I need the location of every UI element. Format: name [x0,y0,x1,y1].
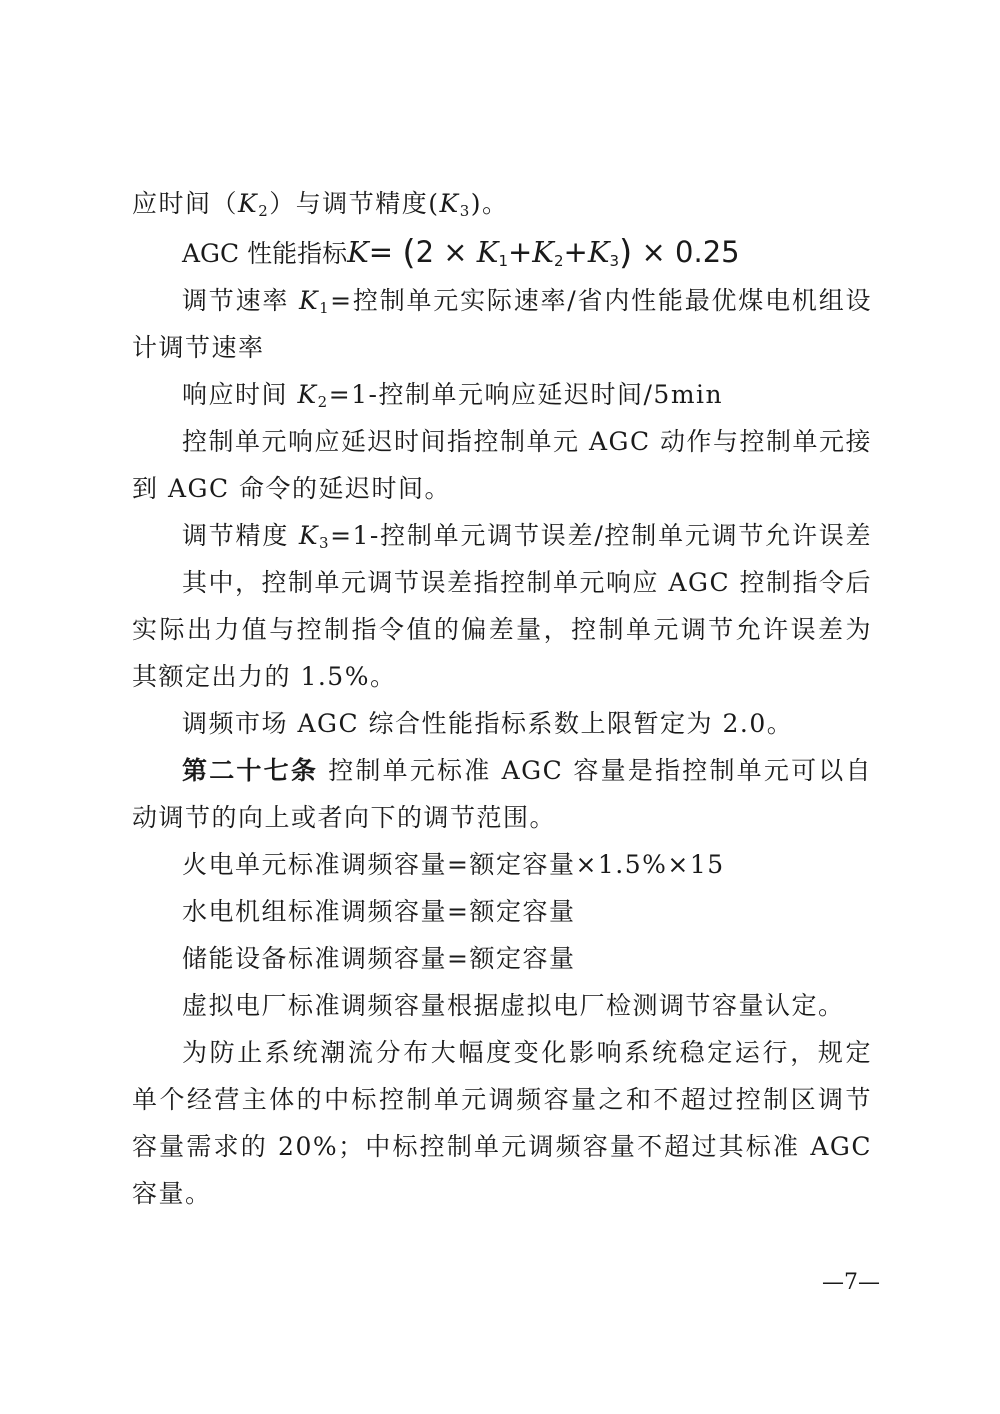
paragraph-line: 应时间$(K_2)$与调节精度$(K_3)$。 [132,189,509,220]
article-title: 第二十七条 [182,756,319,785]
paragraph-line: 水电机组标准调频容量=额定容量 [182,897,576,926]
paragraph-line: 单个经营主体的中标控制单元调频容量之和不超过控制区调节 [132,1085,872,1114]
paragraph-line: 储能设备标准调频容量=额定容量 [182,944,576,973]
k3-definition-line: 调节精度 $K_3=1-$控制单元调节误差/控制单元调节允许误差 [182,521,872,552]
paragraph-line: 其中，控制单元调节误差指控制单元响应 AGC 控制指令后 [182,568,873,597]
paragraph-line: 虚拟电厂标准调频容量根据虚拟电厂检测调节容量认定。 [182,991,845,1020]
paragraph-line: 计调节速率 [132,333,265,362]
page-number: —7— [822,1270,880,1295]
paragraph-line: 火电单元标准调频容量=额定容量×1.5%×15 [182,850,725,879]
paragraph-line: 调频市场 AGC 综合性能指标系数上限暂定为 2.0。 [182,709,794,738]
paragraph-line: 控制单元响应延迟时间指控制单元 AGC 动作与控制单元接 [182,427,873,456]
k1-definition-line: 调节速率 $K_1=$控制单元实际速率/省内性能最优煤电机组设 [182,286,872,317]
paragraph-line: 容量需求的 20%；中标控制单元调频容量不超过其标准 AGC [132,1132,872,1161]
paragraph-line: 其额定出力的 1.5%。 [132,662,397,691]
paragraph-line: 容量。 [132,1179,212,1208]
agc-performance-formula: AGC 性能指标$K= (2 \times K_1+K_2+K_3) \times 0.25$ [182,233,740,273]
paragraph-line: 动调节的向上或者向下的调节范围。 [132,803,557,832]
paragraph-line: 实际出力值与控制指令值的偏差量，控制单元调节允许误差为 [132,615,872,644]
paragraph-line: 到 AGC 命令的延迟时间。 [132,474,452,503]
k2-definition-line: 响应时间 $K_2=1-$控制单元响应延迟时间/5min [182,380,724,411]
paragraph-line: 为防止系统潮流分布大幅度变化影响系统稳定运行，规定 [182,1038,872,1067]
article-27-line: 第二十七条 控制单元标准 AGC 容量是指控制单元可以自 [182,756,872,785]
